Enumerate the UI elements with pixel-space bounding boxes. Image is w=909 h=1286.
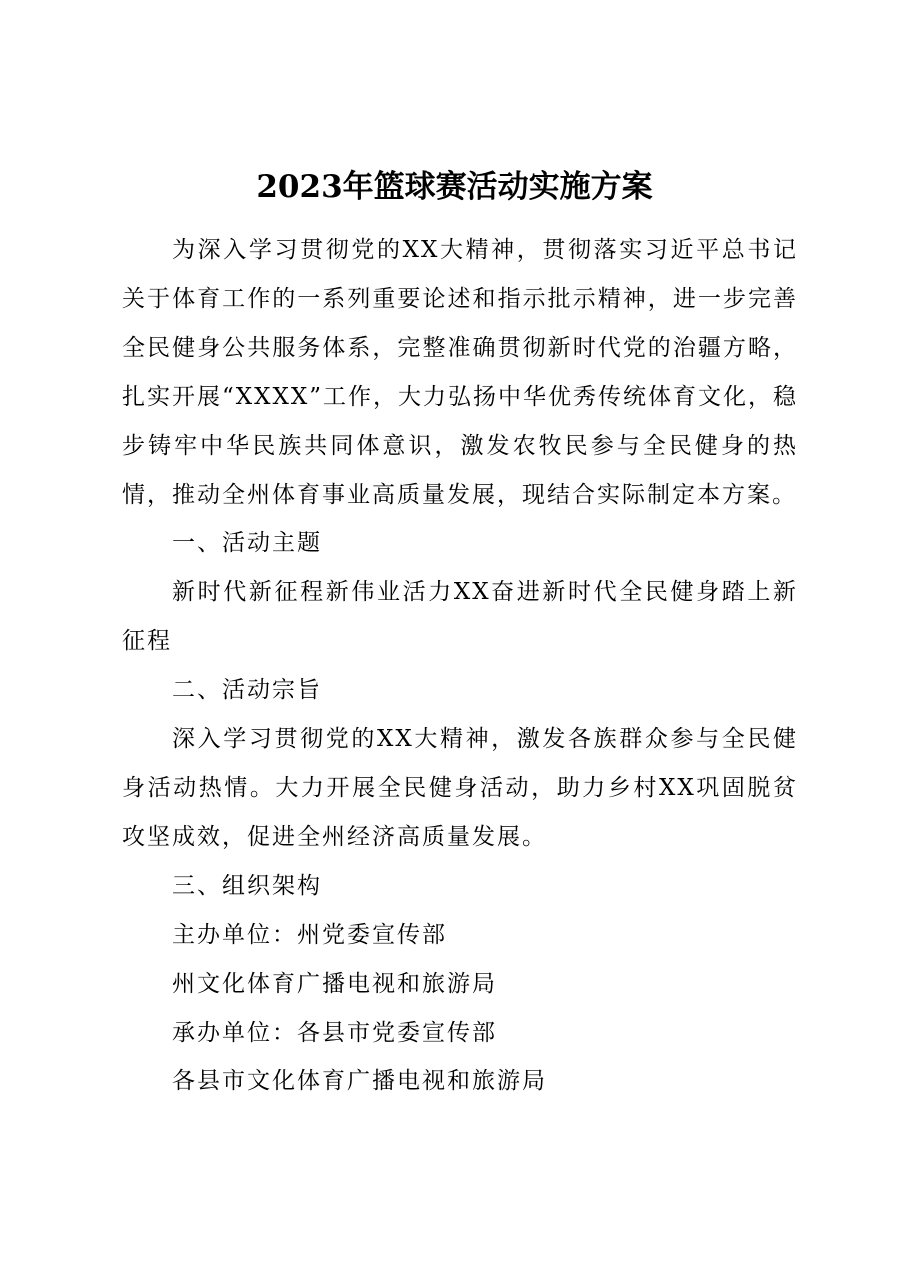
section-heading-purpose: 二、活动宗旨	[172, 677, 322, 704]
document-title: 2023年篮球赛活动实施方案	[256, 169, 653, 205]
co-organizer-line: 承办单位：各县市党委宣传部	[172, 1019, 497, 1046]
section-heading-theme: 一、活动主题	[172, 530, 322, 557]
purpose-paragraph: 深入学习贯彻党的XX大精神，激发各族群众参与全民健身活动热情。大力开展全民健身活动，助力乡村XX巩固脱贫攻坚成效，促进全州经济高质量发展。	[122, 726, 798, 850]
organizer-line-2: 州文化体育广播电视和旅游局	[172, 970, 497, 997]
document-body	[122, 226, 798, 1106]
section-heading-organization: 三、组织架构	[172, 872, 322, 899]
intro-paragraph: 为深入学习贯彻党的XX大精神，贯彻落实习近平总书记关于体育工作的一系列重要论述和指示批示精神，进一步完善全民健身公共服务体系，完整准确贯彻新时代党的治疆方略，扎实开展“XXXX”工作，大力弘扬中华优秀传统体育文化，稳步铸牢中华民族共同体意识，激发农牧民参与全民健身的热情，推动全州体育事业高质量发展，现结合实际制定本方案。	[122, 237, 799, 508]
organizer-line: 主办单位：州党委宣传部	[172, 921, 447, 948]
co-organizer-line-2: 各县市文化体育广播电视和旅游局	[172, 1068, 547, 1095]
theme-paragraph: 新时代新征程新伟业活力XX奋进新时代全民健身踏上新征程	[122, 579, 798, 655]
